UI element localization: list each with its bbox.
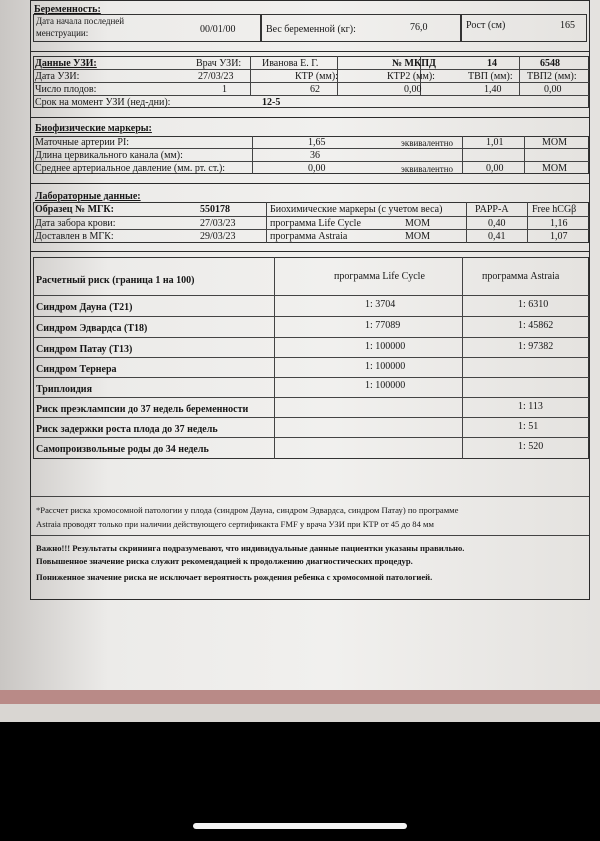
certificate-note-line-1: *Рассчет риска хромосомной патологии у плода (синдром Дауна, синдром Эдвардса, синдром Патау) по программе xyxy=(36,505,459,515)
important-note-line-2: Повышенное значение риска служит рекомендацией к продолжению диагностических процедур. xyxy=(36,556,413,566)
mkpd-value-2: 6548 xyxy=(540,58,560,69)
fetus-label: Число плодов: xyxy=(35,84,97,95)
grid-line xyxy=(33,316,589,317)
risk-header: Расчетный риск (граница 1 на 100) xyxy=(36,275,195,286)
grid-line xyxy=(33,69,589,70)
risk-row-astraia: 1: 45862 xyxy=(518,320,554,331)
row-equivalent: эквивалентно xyxy=(401,164,454,174)
lmp-value: 00/01/00 xyxy=(200,24,236,35)
grid-line xyxy=(33,397,589,398)
risk-row-lifecycle: 1: 3704 xyxy=(365,299,396,310)
ktr-label: КТР (мм): xyxy=(295,71,338,82)
grid-line xyxy=(466,202,467,243)
biochem-label: Биохимические маркеры (с учетом веса) xyxy=(270,204,443,215)
risk-row-astraia: 1: 97382 xyxy=(518,341,554,352)
blood-date-value: 27/03/23 xyxy=(200,218,236,229)
mkpd-label: № МКПД xyxy=(392,58,436,69)
risk-row-lifecycle: 1: 100000 xyxy=(365,361,406,372)
grid-line xyxy=(33,161,589,162)
grid-line xyxy=(33,95,589,96)
risk-row-label: Синдром Тернера xyxy=(36,364,117,375)
delivered-label: Доставлен в МГК: xyxy=(35,231,114,242)
risk-row-astraia: 1: 520 xyxy=(518,441,544,452)
grid-line xyxy=(462,136,463,174)
ktr2-label: КТР2 (мм): xyxy=(387,71,435,82)
doctor-label: Врач УЗИ: xyxy=(196,58,242,69)
ultrasound-header: Данные УЗИ: xyxy=(35,58,97,69)
grid-line xyxy=(33,417,589,418)
astraia-papp: 0,41 xyxy=(488,231,506,242)
term-value: 12-5 xyxy=(262,97,281,108)
lab-header: Лабораторные данные: xyxy=(35,191,141,202)
lmp-label-1: Дата начала последней xyxy=(36,16,125,26)
papp-label: PAPP-A xyxy=(475,204,509,215)
risk-row-label: Риск преэклампсии до 37 недель беременности xyxy=(36,404,249,415)
row-label: Длина цервикального канала (мм): xyxy=(35,150,183,161)
grid-line xyxy=(250,56,251,95)
tvp2-label: ТВП2 (мм): xyxy=(527,71,577,82)
grid-line xyxy=(33,437,589,438)
fetus-value: 1 xyxy=(222,84,227,95)
grid-line xyxy=(31,496,589,497)
row-value: 0,00 xyxy=(308,163,326,174)
risk-row-lifecycle: 1: 100000 xyxy=(365,380,406,391)
risk-row-label: Риск задержки роста плода до 37 недель xyxy=(36,424,218,435)
weight-label: Вес беременной (кг): xyxy=(266,24,356,35)
lmp-label-2: менструации: xyxy=(36,28,89,38)
grid-line xyxy=(33,229,589,230)
important-note-line-3: Пониженное значение риска не исключает вероятность рождения ребенка с хромосомной патологией. xyxy=(36,572,433,582)
risk-row-label: Синдром Эдвардса (Т18) xyxy=(36,323,148,334)
delivered-value: 29/03/23 xyxy=(200,231,236,242)
risk-row-label: Синдром Дауна (Т21) xyxy=(36,302,133,313)
grid-line xyxy=(519,56,520,95)
ktr-value: 62 xyxy=(310,84,320,95)
risk-row-lifecycle: 1: 100000 xyxy=(365,341,406,352)
mkpd-value-1: 14 xyxy=(487,58,497,69)
grid-line xyxy=(33,357,589,358)
grid-line xyxy=(462,257,463,459)
hcg-label: Free hCGβ xyxy=(532,204,577,215)
risk-row-label: Синдром Патау (Т13) xyxy=(36,344,133,355)
section-divider xyxy=(31,51,589,52)
row-value: 1,65 xyxy=(308,137,326,148)
height-value: 165 xyxy=(560,20,575,31)
section-divider xyxy=(31,183,589,184)
home-indicator[interactable] xyxy=(193,823,407,829)
grid-line xyxy=(33,337,589,338)
risk-row-astraia: 1: 51 xyxy=(518,421,539,432)
biophysical-header: Биофизические маркеры: xyxy=(35,123,152,134)
row-label: Маточные артерии PI: xyxy=(35,137,130,148)
date-label: Дата УЗИ: xyxy=(35,71,80,82)
height-label: Рост (см) xyxy=(466,20,506,31)
astraia-mom: MOM xyxy=(405,231,431,242)
grid-line xyxy=(527,202,528,243)
grid-line xyxy=(524,136,525,174)
grid-line xyxy=(274,257,275,459)
row-equivalent: эквивалентно xyxy=(401,138,454,148)
risk-row-lifecycle: 1: 77089 xyxy=(365,320,401,331)
paper-edge xyxy=(0,690,600,704)
tvp-label: ТВП (мм): xyxy=(468,71,513,82)
important-note-line-1: Важно!!! Результаты скрининга подразумевают, что индивидуальные данные пациентки указаны правильно. xyxy=(36,543,465,553)
row-label: Среднее артериальное давление (мм. рт. ст.): xyxy=(35,163,226,174)
astraia-hcg: 1,07 xyxy=(550,231,568,242)
lifecycle-mom: MOM xyxy=(405,218,431,229)
tvp-value: 1,40 xyxy=(484,84,502,95)
row-mom: 1,01 xyxy=(486,137,504,148)
row-unit: MOM xyxy=(542,137,568,148)
risk-row-astraia: 1: 6310 xyxy=(518,299,549,310)
row-mom: 0,00 xyxy=(486,163,504,174)
lifecycle-hcg: 1,16 xyxy=(550,218,568,229)
tvp2-value: 0,00 xyxy=(544,84,562,95)
doctor-value: Иванова Е. Г. xyxy=(262,58,319,69)
ktr2-value: 0,00 xyxy=(404,84,422,95)
section-divider xyxy=(31,251,589,252)
row-value: 36 xyxy=(310,150,320,161)
risk-col-astraia: программа Astraia xyxy=(482,271,560,282)
lifecycle-papp: 0,40 xyxy=(488,218,506,229)
date-value: 27/03/23 xyxy=(198,71,234,82)
grid-line xyxy=(266,202,267,243)
astraia-label: программа Astraia xyxy=(270,231,348,242)
grid-line xyxy=(252,136,253,174)
certificate-note-line-2: Astraia проводят только при наличии действующего сертификакта FMF у врача УЗИ при КТР от 45 до 84 мм xyxy=(36,519,434,529)
grid-line xyxy=(31,535,589,536)
term-label: Срок на момент УЗИ (нед-дни): xyxy=(35,97,171,108)
grid-line xyxy=(33,295,589,296)
grid-line xyxy=(33,82,589,83)
risk-row-label: Триплоидия xyxy=(36,384,92,395)
section-divider xyxy=(31,117,589,118)
sample-label: Образец № МГК: xyxy=(35,204,114,215)
row-unit: MOM xyxy=(542,163,568,174)
grid-line xyxy=(33,377,589,378)
risk-row-astraia: 1: 113 xyxy=(518,401,543,412)
risk-row-label: Самопроизвольные роды до 34 недель xyxy=(36,444,209,455)
pregnancy-header: Беременность: xyxy=(34,4,101,15)
sample-value: 550178 xyxy=(200,204,230,215)
grid-line xyxy=(33,148,589,149)
lifecycle-label: программа Life Cycle xyxy=(270,218,361,229)
grid-line xyxy=(33,216,589,217)
blood-date-label: Дата забора крови: xyxy=(35,218,116,229)
weight-value: 76,0 xyxy=(410,22,428,33)
risk-col-lifecycle: программа Life Cycle xyxy=(334,271,425,282)
